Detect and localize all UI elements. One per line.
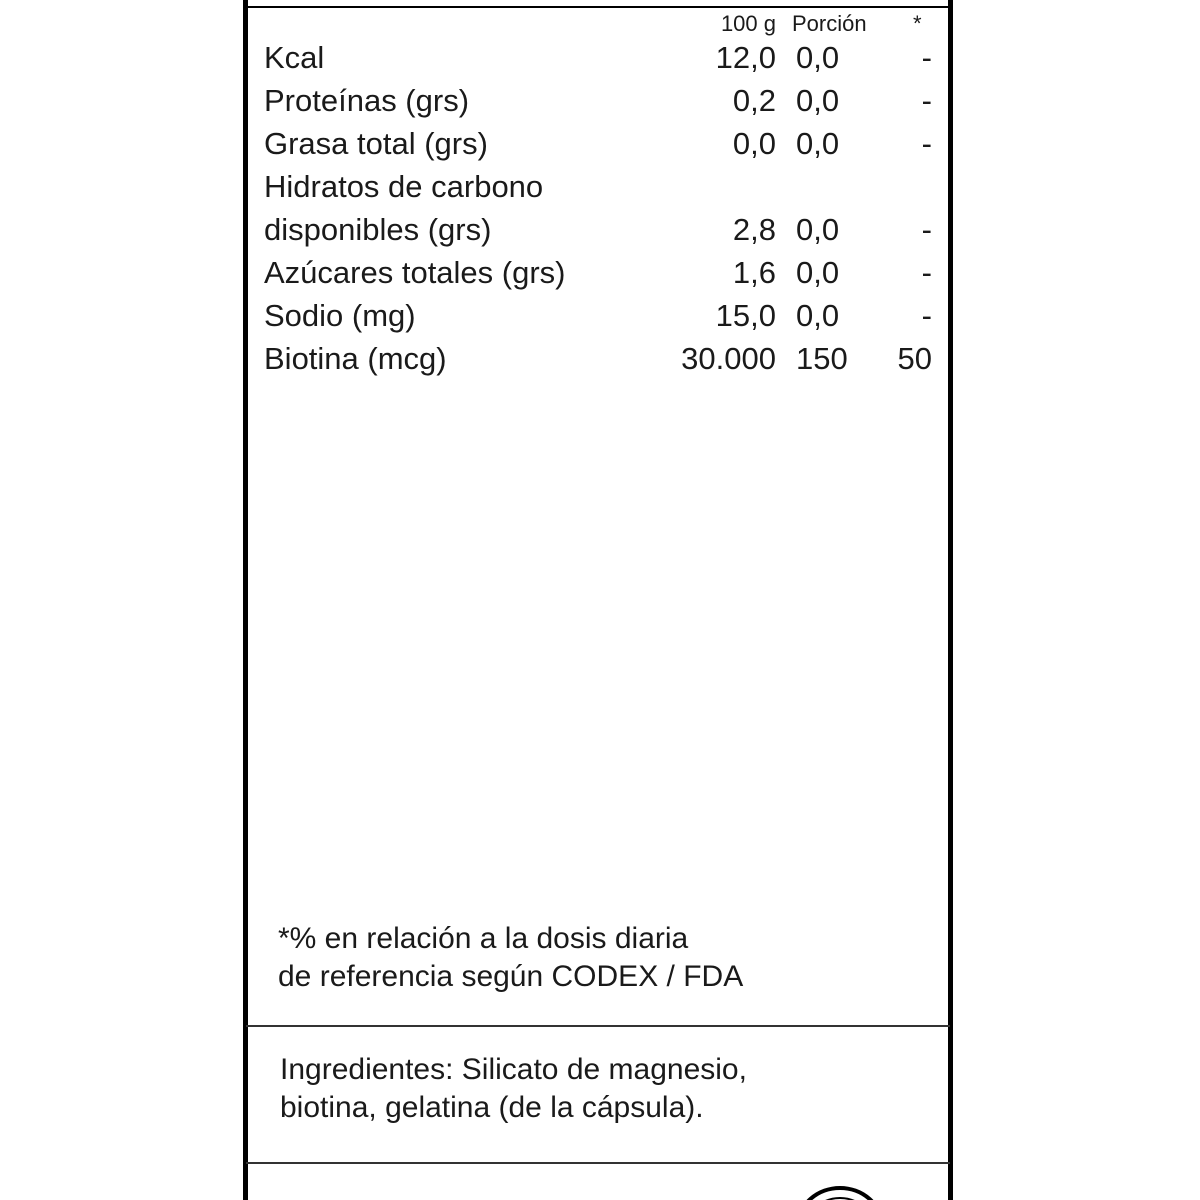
nutrient-row (264, 251, 944, 294)
value-percent: 50 (897, 341, 932, 376)
value-portion: 0,0 (796, 40, 840, 75)
section-divider (246, 1162, 950, 1164)
value-percent: - (921, 83, 932, 118)
column-header-100g: 100 g (720, 11, 776, 36)
value-percent: - (921, 298, 932, 333)
seal-icon (790, 1186, 890, 1200)
value-100g: 30.000 (681, 341, 776, 376)
nutrient-label: Proteínas (grs) (264, 83, 470, 118)
ingredients-text (280, 1051, 920, 1127)
footnote-line: *% en relación a la dosis diaria (278, 922, 689, 955)
top-divider (246, 6, 950, 8)
value-percent: - (921, 212, 932, 247)
value-portion: 0,0 (796, 212, 840, 247)
nutrient-row (264, 337, 944, 380)
nutrient-row (264, 294, 944, 337)
value-100g: 12,0 (715, 40, 776, 75)
ingredients-line: biotina, gelatina (de la cápsula). (280, 1091, 704, 1124)
value-portion: 0,0 (796, 298, 840, 333)
label-border-right (948, 0, 953, 1200)
value-100g: 1,6 (732, 255, 776, 290)
value-100g: 0,2 (732, 83, 776, 118)
nutrient-row (264, 208, 944, 251)
value-portion: 0,0 (796, 126, 840, 161)
footnote-line: de referencia según CODEX / FDA (278, 960, 744, 993)
nutrient-label: Kcal (264, 40, 325, 75)
daily-value-footnote (278, 920, 898, 996)
value-100g: 15,0 (715, 298, 776, 333)
ingredients-line: Ingredientes: Silicato de magnesio, (280, 1053, 747, 1086)
value-percent: - (921, 40, 932, 75)
nutrient-row (264, 79, 944, 122)
value-portion: 0,0 (796, 255, 840, 290)
value-portion: 0,0 (796, 83, 840, 118)
value-percent: - (921, 126, 932, 161)
nutrient-row (264, 36, 944, 79)
nutrient-label: Biotina (mcg) (264, 341, 447, 376)
section-divider (246, 1025, 950, 1027)
value-percent: - (921, 255, 932, 290)
value-100g: 0,0 (732, 126, 776, 161)
nutrient-label: disponibles (grs) (264, 212, 492, 247)
nutrient-label: Hidratos de carbono (264, 169, 544, 204)
label-border-left (243, 0, 248, 1200)
nutrient-row (264, 165, 944, 208)
column-header-percent: * (913, 11, 922, 36)
nutrient-label: Grasa total (grs) (264, 126, 488, 161)
nutrient-label: Azúcares totales (grs) (264, 255, 566, 290)
nutrient-row (264, 122, 944, 165)
value-100g: 2,8 (732, 212, 776, 247)
value-portion: 150 (796, 341, 848, 376)
column-header-portion: Porción (792, 11, 867, 36)
nutrient-label: Sodio (mg) (264, 298, 416, 333)
